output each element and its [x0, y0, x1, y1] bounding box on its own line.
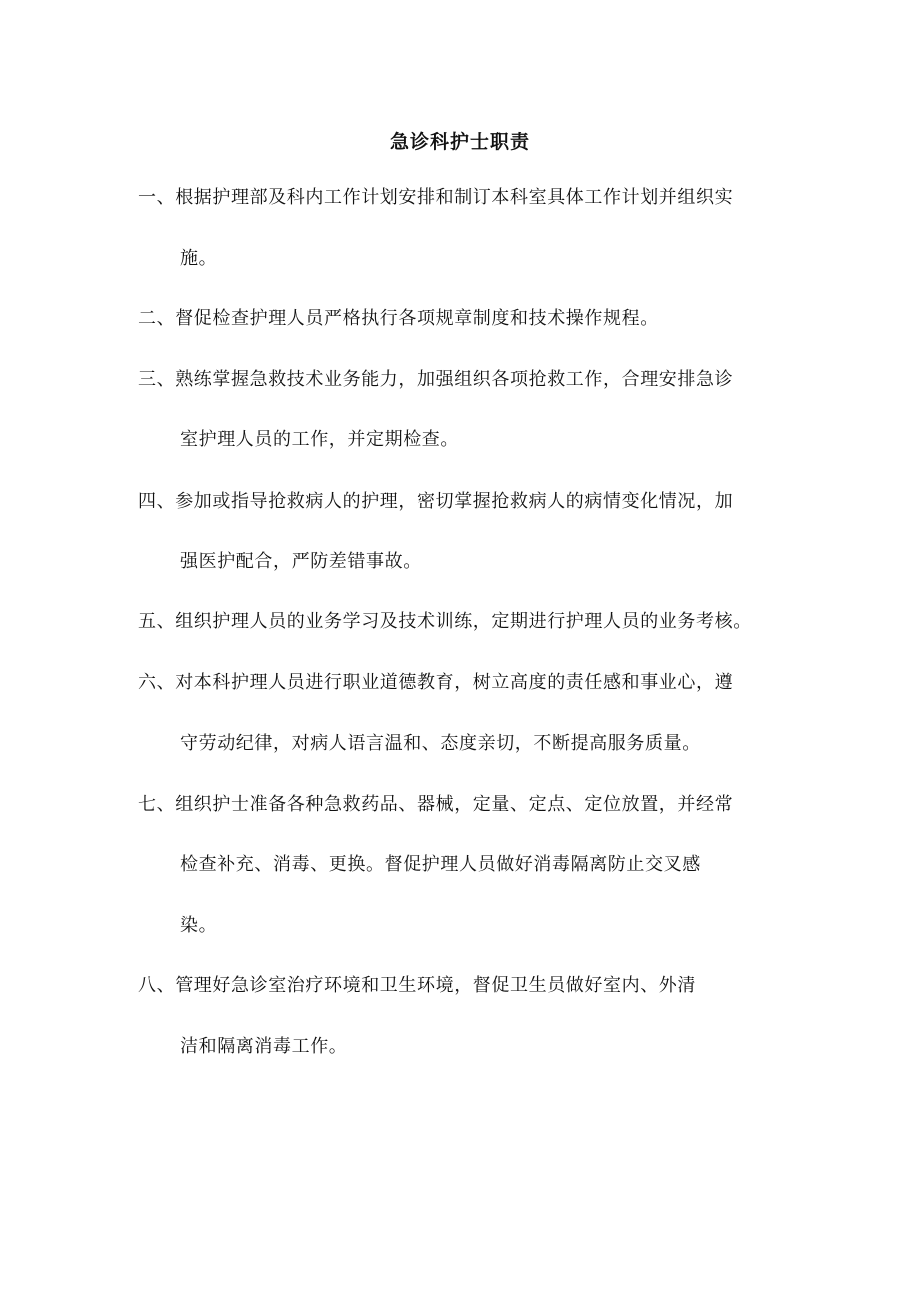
item-6-line-1: 六、对本科护理人员进行职业道德教育，树立高度的责任感和事业心，遵	[138, 672, 734, 693]
item-4-line-2: 强医护配合，严防差错事故。	[180, 551, 422, 572]
item-5-line-1: 五、组织护理人员的业务学习及技术训练，定期进行护理人员的业务考核。	[138, 611, 752, 632]
document-title: 急诊科护士职责	[389, 131, 530, 153]
item-7-line-3: 染。	[180, 915, 218, 936]
item-1-line-2: 施。	[180, 248, 218, 269]
item-8-line-1: 八、管理好急诊室治疗环境和卫生环境，督促卫生员做好室内、外清	[138, 975, 696, 996]
item-2-line-1: 二、督促检查护理人员严格执行各项规章制度和技术操作规程。	[138, 308, 659, 329]
item-6-line-2: 守劳动纪律，对病人语言温和、态度亲切，不断提高服务质量。	[180, 733, 701, 754]
item-3-line-2: 室护理人员的工作，并定期检查。	[180, 429, 459, 450]
item-7-line-2: 检查补充、消毒、更换。督促护理人员做好消毒隔离防止交叉感	[180, 854, 701, 875]
item-4-line-1: 四、参加或指导抢救病人的护理，密切掌握抢救病人的病情变化情况，加	[138, 491, 734, 512]
item-3-line-1: 三、熟练掌握急救技术业务能力，加强组织各项抢救工作，合理安排急诊	[138, 369, 734, 390]
item-1-line-1: 一、根据护理部及科内工作计划安排和制订本科室具体工作计划并组织实	[138, 187, 734, 208]
item-7-line-1: 七、组织护士准备各种急救药品、器械，定量、定点、定位放置，并经常	[138, 794, 734, 815]
item-8-line-2: 洁和隔离消毒工作。	[180, 1036, 348, 1057]
